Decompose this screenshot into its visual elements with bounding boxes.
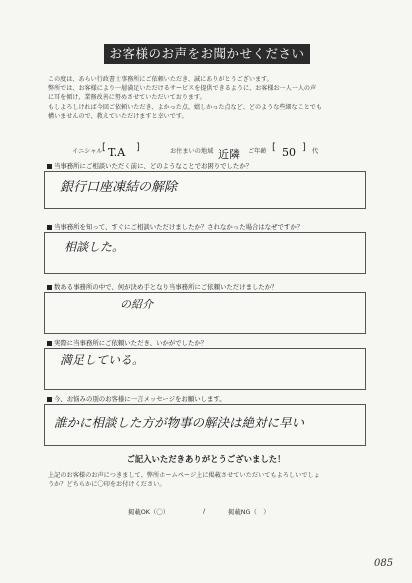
intro-text — [48, 75, 378, 121]
age-value: 50 — [282, 146, 296, 159]
answer-2: 相談した。 — [64, 240, 125, 254]
question-1: 当事務所にご相談いただく前に、どのようなことでお困りでしたか？ — [47, 161, 252, 170]
option-separator: / — [203, 507, 206, 515]
square-bullet-icon — [47, 225, 52, 230]
square-bullet-icon — [47, 397, 52, 402]
consent-line: 上記のお客様のお声につきまして、弊所ホームページ上に掲載させていただいてもよろしいでしょ — [48, 472, 320, 479]
age-label: ご年齢 — [248, 148, 267, 155]
publish-consent-text — [48, 471, 368, 490]
answer-1: 銀行口座凍結の解除 — [60, 180, 178, 195]
square-bullet-icon — [47, 164, 52, 169]
intro-line: に耳を傾け、業務改善に努めさせていただいております。 — [48, 94, 206, 102]
question-5: 今、お悩みの別のお客様に一言メッセージをお願いします。 — [47, 394, 226, 403]
intro-line: もしよろしければ今回ご依頼いただき、よかった点、嬉しかった点など、どのような些細なことでも — [48, 103, 322, 111]
intro-line: 構いませんので、教えていただけますと幸いです。 — [48, 112, 188, 120]
thanks-message: ご記入いただきありがとうございました！ — [126, 454, 286, 464]
answer-box-3 — [44, 292, 366, 334]
question-3: 数ある事務所の中で、何が決め手となり当事務所にご依頼いただけましたか？ — [47, 282, 278, 291]
question-2: 当事務所を知って、すぐにご相談いただけましたか？されなかった場合はなぜですか？ — [47, 222, 303, 231]
answer-5: 誰かに相談した方が物事の解決は絶対に早い — [54, 415, 305, 430]
intro-line: この度は、あらい行政書士事務所にご依頼いただき、誠にありがとうございます。 — [48, 76, 273, 83]
answer-3: の紹介 — [120, 298, 153, 311]
initial-label: イニシャル — [72, 148, 103, 155]
consent-line: うか？どちらかに〇印をお付けください。 — [48, 481, 166, 489]
publish-ok-option[interactable]: 掲載OK（〇） — [128, 508, 170, 516]
publish-ng-option[interactable]: 掲載NG（ ） — [228, 508, 270, 516]
initial-value: T.A — [108, 146, 126, 159]
square-bullet-icon — [47, 341, 52, 346]
intro-line: 弊所では、お客様により一層満足いただけるサービスを提供できるように、お客様お一人一人の声 — [48, 85, 317, 93]
page-number: 085 — [374, 558, 394, 569]
answer-4: 満足している。 — [60, 353, 145, 367]
question-4: 実際に当事務所にご依頼いただき、いかがでしたか？ — [47, 338, 207, 347]
area-value: 近隣 — [218, 148, 240, 161]
respondent-info: イニシャル [ T.A ] お住まいの地域 近隣 ご年齢 [ 50 ] 代 — [72, 142, 319, 161]
area-label: お住まいの地域 — [170, 148, 214, 155]
ok-circle-mark: 〇 — [156, 508, 163, 516]
age-suffix: 代 — [312, 148, 319, 155]
square-bullet-icon — [47, 285, 52, 290]
page-title: お客様のお声をお聞かせください — [104, 44, 310, 64]
